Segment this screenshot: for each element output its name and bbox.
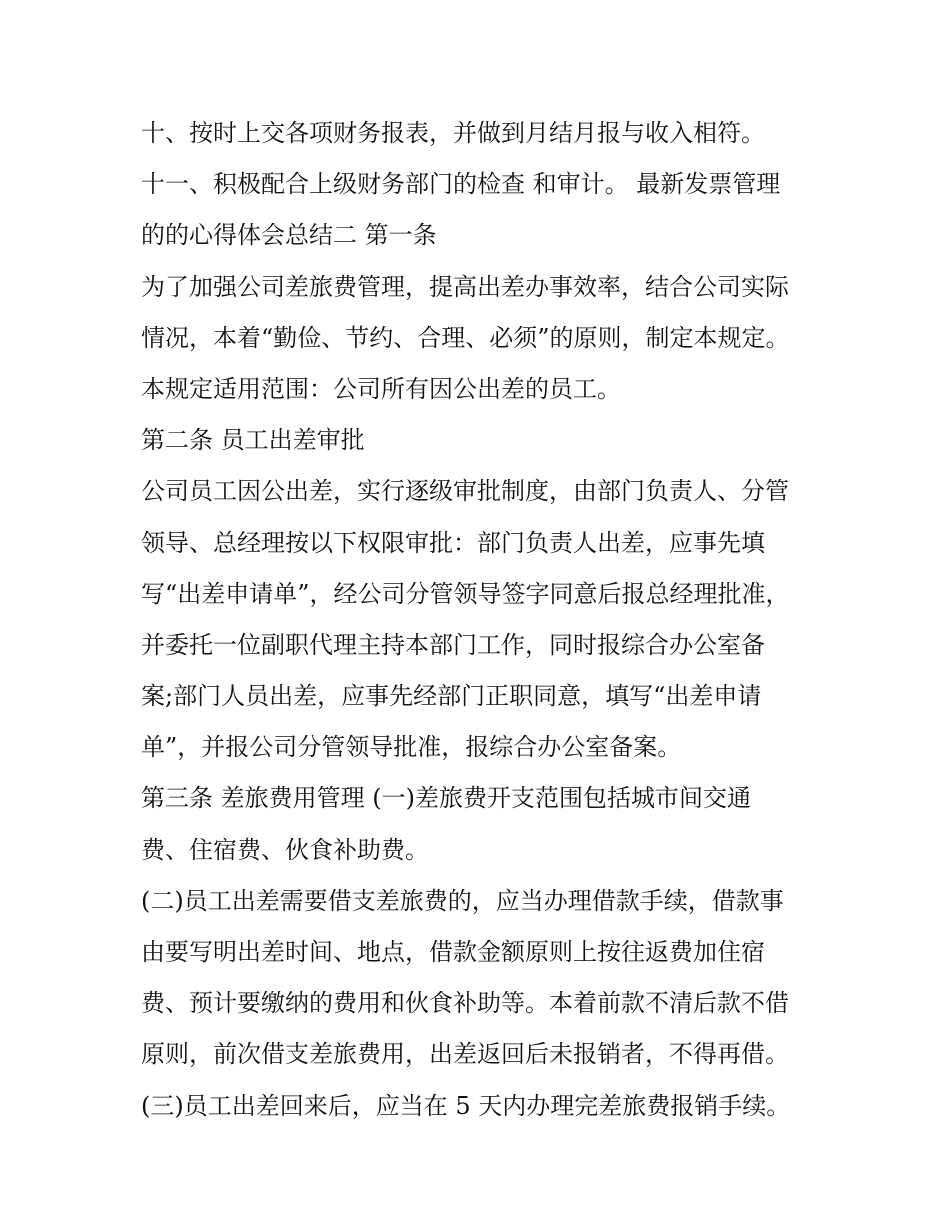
text-line: 领导、总经理按以下权限审批：部门负责人出差，应事先填 xyxy=(141,528,765,557)
document-body xyxy=(141,108,821,1132)
text-line: 写“出差申请单”，经公司分管领导签字同意后报总经理批准， xyxy=(141,579,790,608)
section-heading: 第二条 员工出差审批 xyxy=(141,426,365,455)
text-line: 原则，前次借支差旅费用，出差返回后未报销者，不得再借。 xyxy=(141,1040,789,1069)
text-line: (二)员工出差需要借支差旅费的，应当办理借款手续，借款事 xyxy=(141,886,784,915)
text-line: (三)员工出差回来后，应当在 5 天内办理完差旅费报销手续。 xyxy=(141,1091,791,1120)
text-line: 案;部门人员出差，应事先经部门正职同意，填写“出差申请 xyxy=(141,682,762,711)
text-line: 的的心得体会总结二 第一条 xyxy=(141,221,437,250)
text-line: 由要写明出差时间、地点，借款金额原则上按往返费加住宿 xyxy=(141,938,765,966)
text-line: 十一、积极配合上级财务部门的检查 和审计。 最新发票管理 xyxy=(141,170,781,199)
text-line: 情况，本着“勤俭、节约、合理、必须”的原则，制定本规定。 xyxy=(141,323,790,352)
text-line: 公司员工因公出差，实行逐级审批制度，由部门负责人、分管 xyxy=(141,477,789,506)
text-line: 并委托一位副职代理主持本部门工作，同时报综合办公室备 xyxy=(141,630,765,659)
text-line: 费、预计要缴纳的费用和伙食补助等。本着前款不清后款不借 xyxy=(141,989,789,1018)
text-line: 为了加强公司差旅费管理，提高出差办事效率，结合公司实际 xyxy=(141,272,789,301)
section-heading: 第三条 差旅费用管理 (一)差旅费开支范围包括城市间交通 xyxy=(141,784,751,813)
text-line: 单”，并报公司分管领导批准，报综合办公室备案。 xyxy=(141,733,682,762)
text-line: 本规定适用范围：公司所有因公出差的员工。 xyxy=(141,374,621,403)
text-line: 费、住宿费、伙食补助费。 xyxy=(141,835,429,864)
text-line: 十、按时上交各项财务报表，并做到月结月报与收入相符。 xyxy=(141,119,765,147)
